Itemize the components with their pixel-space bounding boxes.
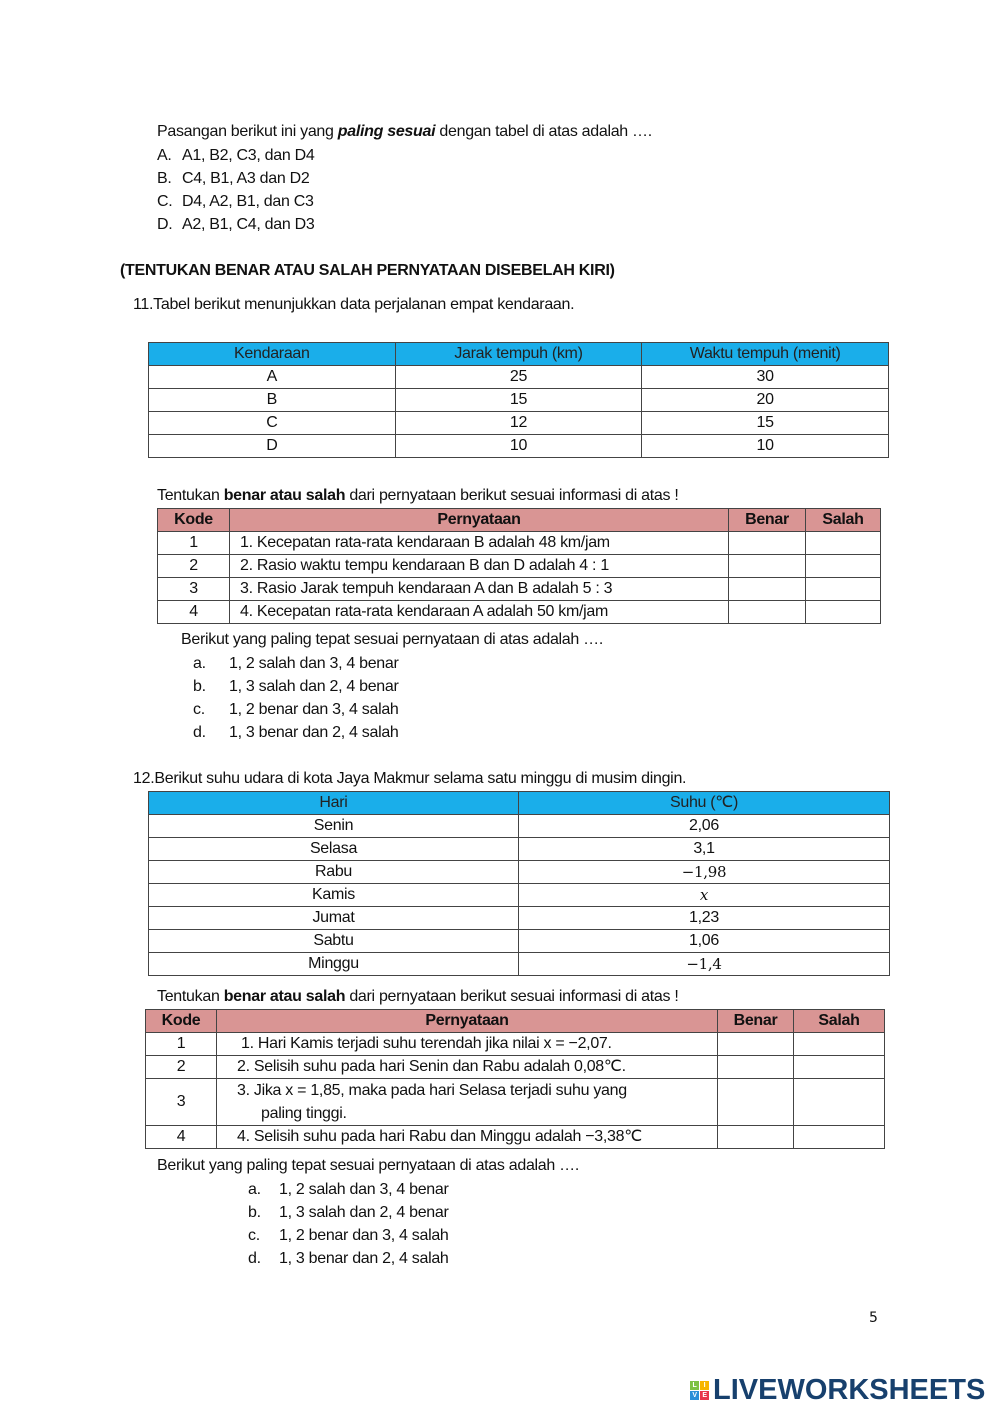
cell: C (149, 412, 396, 435)
logo-tile: E (700, 1391, 709, 1400)
benar-cell[interactable] (729, 555, 806, 578)
section-heading: (TENTUKAN BENAR ATAU SALAH PERNYATAAN DISEBELAH KIRI) (120, 262, 615, 279)
table-header-row (149, 343, 889, 366)
option-text: 1, 3 salah dan 2, 4 benar (279, 1204, 449, 1221)
statement: 1. Hari Kamis terjadi suhu terendah jika nilai x = −2,07. (217, 1033, 718, 1056)
statement: 2. Rasio waktu tempu kendaraan B dan D adalah 4 : 1 (230, 555, 729, 578)
cell: 10 (642, 435, 889, 458)
q12-text: Berikut suhu udara di kota Jaya Makmur selama satu minggu di musim dingin. (154, 770, 687, 787)
table-row (149, 412, 889, 435)
table-row (149, 435, 889, 458)
option-text: A2, B1, C4, dan D3 (182, 216, 315, 233)
q12-option-c[interactable] (248, 1226, 449, 1246)
q11-text: Tabel berikut menunjukkan data perjalanan empat kendaraan. (153, 296, 575, 313)
kode: 3 (158, 578, 230, 601)
table-row (158, 532, 881, 555)
option-text: 1, 2 salah dan 3, 4 benar (229, 655, 399, 672)
q10-option-b[interactable] (157, 169, 309, 189)
statement: 4. Kecepatan rata-rata kendaraan A adalah 50 km/jam (230, 601, 729, 624)
option-text: 1, 2 salah dan 3, 4 benar (279, 1181, 449, 1198)
instr-text: Tentukan (157, 988, 224, 1005)
statement: 1. Kecepatan rata-rata kendaraan B adalah 48 km/jam (230, 532, 729, 555)
cell: B (149, 389, 396, 412)
option-letter: a. (193, 655, 206, 672)
header-benar: Benar (729, 509, 806, 532)
salah-cell[interactable] (806, 532, 881, 555)
q12-option-d[interactable] (248, 1249, 449, 1269)
table-row (158, 555, 881, 578)
q11-question: Berikut yang paling tepat sesuai pernyataan di atas adalah …. (181, 631, 603, 648)
header-waktu: Waktu tempuh (menit) (642, 343, 889, 366)
option-letter: d. (193, 724, 206, 741)
q11-option-d[interactable] (193, 723, 399, 743)
instr-text-end: dari pernyataan berikut sesuai informasi di atas ! (345, 988, 679, 1005)
cell: 10 (395, 435, 642, 458)
kode: 1 (146, 1033, 217, 1056)
header-benar: Benar (718, 1010, 794, 1033)
cell: 2,06 (519, 815, 890, 838)
table-row (146, 1033, 885, 1056)
kode: 3 (146, 1079, 217, 1126)
q12-statement-table (145, 1009, 885, 1149)
logo-tile: V (690, 1391, 699, 1400)
option-text: 1, 2 benar dan 3, 4 salah (229, 701, 399, 718)
cell: D (149, 435, 396, 458)
header-pernyataan: Pernyataan (217, 1010, 718, 1033)
cell: 1,06 (519, 930, 890, 953)
option-letter: A. (157, 147, 172, 164)
benar-cell[interactable] (729, 578, 806, 601)
salah-cell[interactable] (794, 1126, 885, 1149)
option-letter: c. (193, 701, 205, 718)
option-text: D4, A2, B1, dan C3 (182, 193, 314, 210)
cell: −1,4 (519, 953, 890, 976)
statement-line: paling tinggi. (261, 1105, 347, 1122)
table-row (149, 366, 889, 389)
cell: 30 (642, 366, 889, 389)
cell: Kamis (149, 884, 519, 907)
benar-cell[interactable] (718, 1056, 794, 1079)
q11-statement-table (157, 508, 881, 624)
q11-number: 11. (133, 296, 154, 313)
option-letter: B. (157, 170, 172, 187)
cell: 3,1 (519, 838, 890, 861)
option-text: 1, 3 benar dan 2, 4 salah (279, 1250, 449, 1267)
option-letter: C. (157, 193, 173, 210)
cell: Selasa (149, 838, 519, 861)
benar-cell[interactable] (729, 532, 806, 555)
table-row (158, 601, 881, 624)
kode: 2 (158, 555, 230, 578)
instr-text: Tentukan (157, 487, 224, 504)
q12-option-b[interactable] (248, 1203, 449, 1223)
cell: 20 (642, 389, 889, 412)
cell: −1,98 (519, 861, 890, 884)
instr-bold: benar atau salah (223, 487, 346, 504)
table-header-row (158, 509, 881, 532)
table-header-row (146, 1010, 885, 1033)
header-hari: Hari (149, 792, 519, 815)
cell: 25 (395, 366, 642, 389)
option-letter: D. (157, 216, 173, 233)
salah-cell[interactable] (806, 601, 881, 624)
table-row (146, 1056, 885, 1079)
statement: 4. Selisih suhu pada hari Rabu dan Minggu adalah −3,38℃ (217, 1126, 718, 1149)
cell: x (519, 884, 890, 907)
q10-prompt-emphasis: paling sesuai (337, 123, 436, 140)
liveworksheets-logo (690, 1374, 985, 1407)
table-row (149, 953, 890, 976)
header-suhu: Suhu (℃) (519, 792, 890, 815)
header-kendaraan: Kendaraan (149, 343, 396, 366)
table-row (149, 907, 890, 930)
salah-cell[interactable] (794, 1079, 885, 1126)
table-header-row (149, 792, 890, 815)
option-text: 1, 3 salah dan 2, 4 benar (229, 678, 399, 695)
benar-cell[interactable] (718, 1079, 794, 1126)
q11-data-table (148, 342, 889, 458)
q12-number: 12. (133, 770, 155, 787)
benar-cell[interactable] (718, 1033, 794, 1056)
option-text: C4, B1, A3 dan D2 (182, 170, 310, 187)
statement: 2. Selisih suhu pada hari Senin dan Rabu adalah 0,08℃. (217, 1056, 718, 1079)
kode: 4 (158, 601, 230, 624)
kode: 4 (146, 1126, 217, 1149)
header-salah: Salah (794, 1010, 885, 1033)
q10-option-d[interactable] (157, 215, 314, 235)
q11-instruction (157, 486, 679, 506)
q10-prompt-text-end: dengan tabel di atas adalah …. (435, 123, 652, 140)
page-number: 5 (869, 1310, 878, 1326)
option-letter: a. (248, 1181, 261, 1198)
table-row (149, 884, 890, 907)
q12-temperature-table (148, 791, 890, 976)
cell: A (149, 366, 396, 389)
benar-cell[interactable] (718, 1126, 794, 1149)
benar-cell[interactable] (729, 601, 806, 624)
statement-line: 3. Jika x = 1,85, maka pada hari Selasa terjadi suhu yang (237, 1082, 627, 1099)
option-text: A1, B2, C3, dan D4 (182, 147, 315, 164)
q10-option-a[interactable] (157, 146, 314, 166)
instr-text-end: dari pernyataan berikut sesuai informasi di atas ! (345, 487, 679, 504)
salah-cell[interactable] (794, 1056, 885, 1079)
cell: Sabtu (149, 930, 519, 953)
header-kode: Kode (158, 509, 230, 532)
cell: 15 (642, 412, 889, 435)
q12-question: Berikut yang paling tepat sesuai pernyataan di atas adalah …. (157, 1157, 579, 1174)
table-row (149, 389, 889, 412)
table-row (149, 838, 890, 861)
logo-tiles-icon (690, 1381, 709, 1400)
table-row (158, 578, 881, 601)
table-row (149, 930, 890, 953)
logo-tile: I (700, 1381, 709, 1390)
instr-bold: benar atau salah (223, 988, 346, 1005)
table-row (149, 815, 890, 838)
option-text: 1, 3 benar dan 2, 4 salah (229, 724, 399, 741)
option-text: 1, 2 benar dan 3, 4 salah (279, 1227, 449, 1244)
salah-cell[interactable] (794, 1033, 885, 1056)
logo-tile: L (690, 1381, 699, 1390)
q11-intro (133, 295, 574, 315)
option-letter: d. (248, 1250, 261, 1267)
statement (217, 1079, 718, 1126)
header-jarak: Jarak tempuh (km) (395, 343, 642, 366)
q12-option-a[interactable] (248, 1180, 449, 1200)
q10-prompt (157, 122, 652, 142)
header-kode: Kode (146, 1010, 217, 1033)
option-letter: b. (248, 1204, 261, 1221)
salah-cell[interactable] (806, 555, 881, 578)
q10-prompt-text: Pasangan berikut ini yang (157, 123, 338, 140)
statement: 3. Rasio Jarak tempuh kendaraan A dan B adalah 5 : 3 (230, 578, 729, 601)
q10-option-c[interactable] (157, 192, 314, 212)
cell: 1,23 (519, 907, 890, 930)
cell: Minggu (149, 953, 519, 976)
cell: 15 (395, 389, 642, 412)
q12-intro (133, 769, 686, 789)
option-letter: b. (193, 678, 206, 695)
table-row (146, 1126, 885, 1149)
cell: Jumat (149, 907, 519, 930)
table-row (149, 861, 890, 884)
kode: 1 (158, 532, 230, 555)
q11-option-a[interactable] (193, 654, 399, 674)
option-letter: c. (248, 1227, 260, 1244)
kode: 2 (146, 1056, 217, 1079)
header-pernyataan: Pernyataan (230, 509, 729, 532)
q11-option-c[interactable] (193, 700, 399, 720)
cell: Rabu (149, 861, 519, 884)
q12-instruction (157, 987, 679, 1007)
table-row (146, 1079, 885, 1126)
header-salah: Salah (806, 509, 881, 532)
cell: 12 (395, 412, 642, 435)
cell: Senin (149, 815, 519, 838)
q11-option-b[interactable] (193, 677, 399, 697)
logo-text: LIVEWORKSHEETS (713, 1374, 986, 1406)
salah-cell[interactable] (806, 578, 881, 601)
